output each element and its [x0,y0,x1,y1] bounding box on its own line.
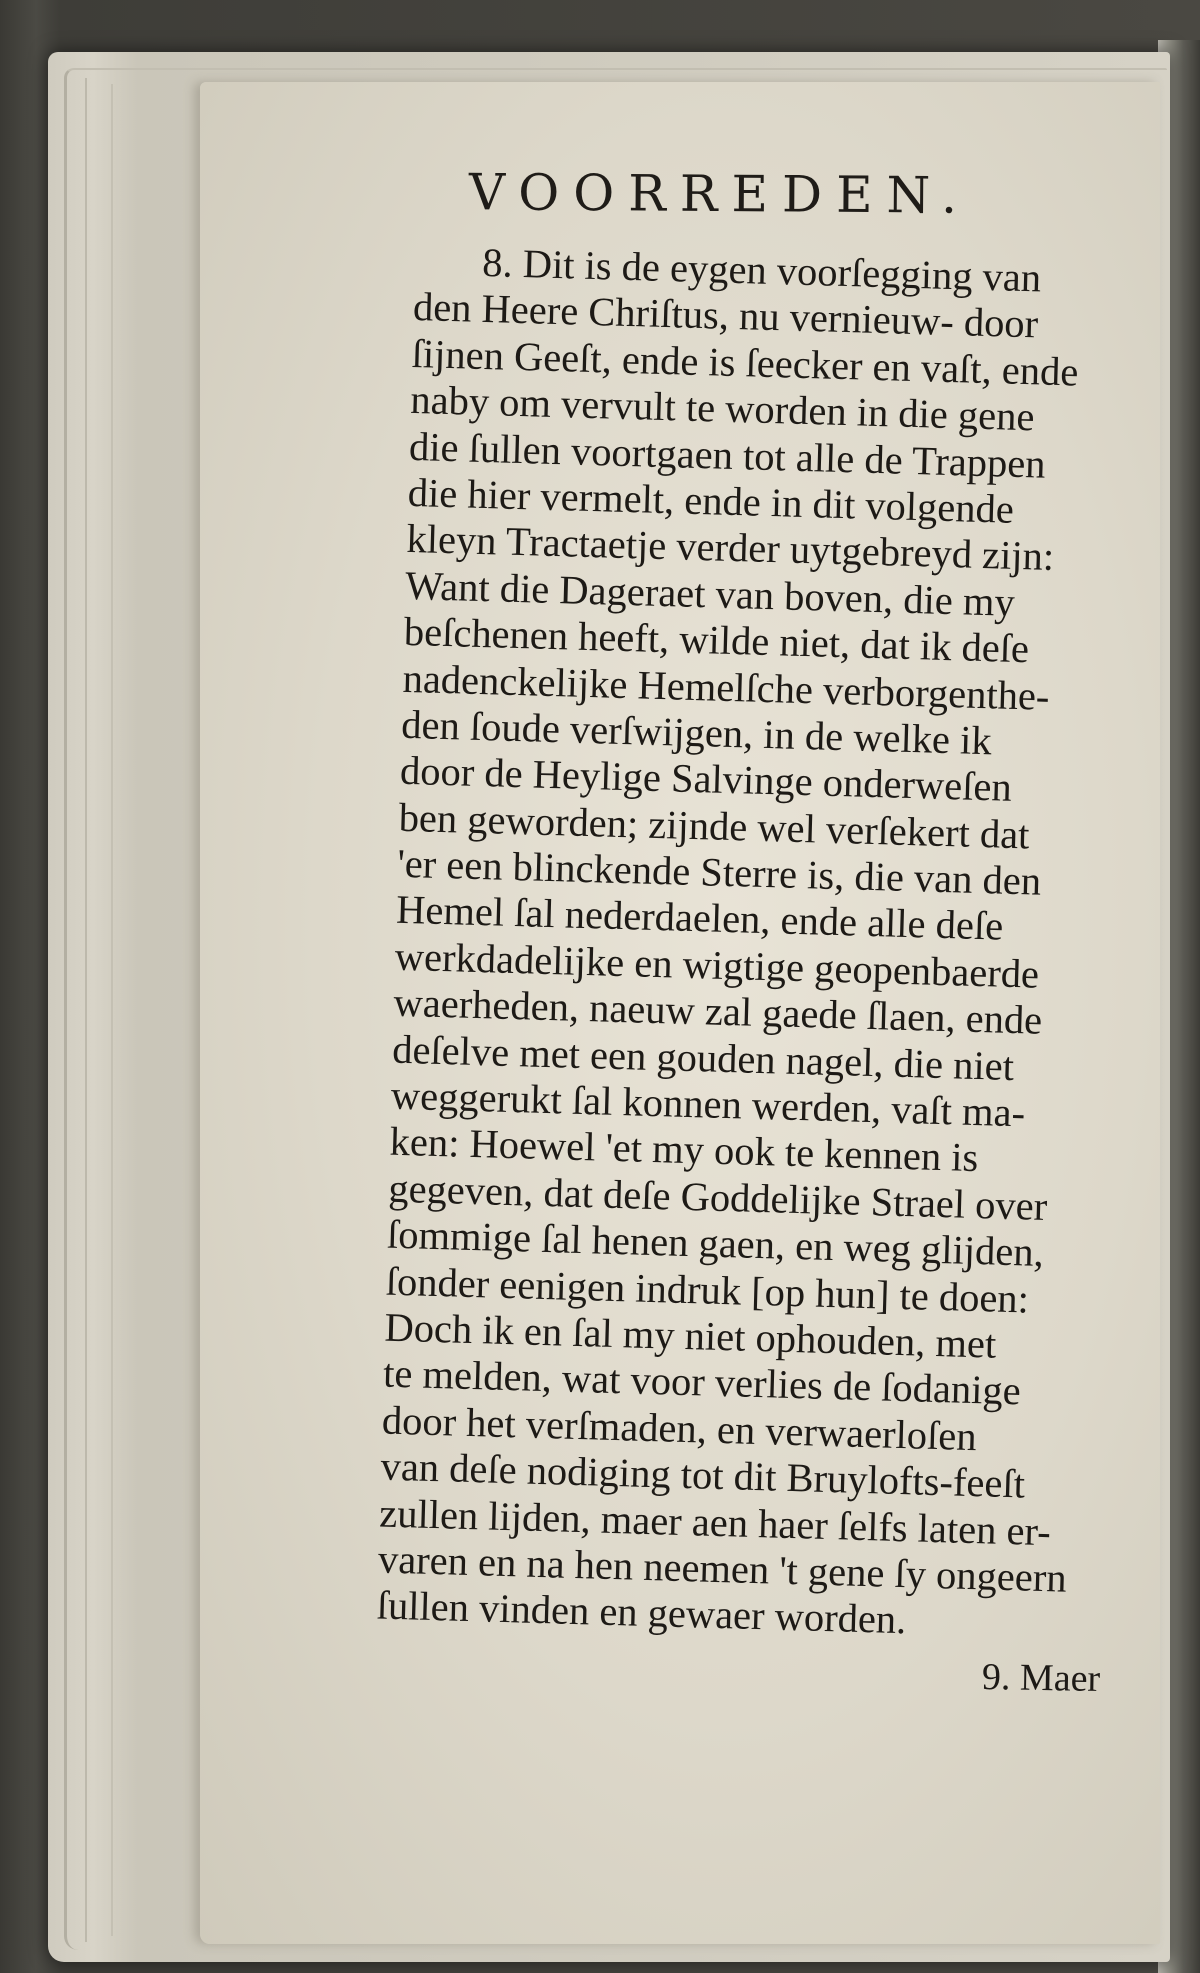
text-line: waerheden, naeuw zal gaede ſlaen, ende [393,979,1043,1044]
text-line: van deſe nodiging tot dit Bruylofts-feeſt [380,1443,1026,1507]
text-line: deſelve met een gouden nagel, die niet [391,1026,1015,1089]
text-line: den Heere Chriſtus, nu vernieuw‑ door [412,284,1039,347]
text-line: Want die Dageraet van boven, die my [404,562,1016,625]
text-line: te melden, wat voor verlies de ſodanige [382,1350,1022,1414]
text-line: die ſullen voortgaen tot alle de Trappen [408,423,1047,487]
text-line: ſijnen Geeſt, ende is ſeecker en vaſt, ende [411,330,1079,395]
text-line: kleyn Tractaetje verder uytgebreyd zijn: [405,516,1055,580]
text-line: die hier vermelt, ende in dit volgende [407,469,1015,532]
text-line: door de Heylige Salvinge onderweſen [399,748,1013,811]
text-line: Hemel ſal nederdaelen, ende alle deſe [395,887,1004,950]
text-line: zullen lijden, maer aen haer ſelfs laten er- [378,1490,1052,1554]
text-line: werkdadelijke en wigtige geopenbaerde [394,933,1040,997]
text-line: 'er een blinckende Sterre is, die van den [396,840,1042,904]
text-line: ken: Hoewel 'et my ook te kennen is [389,1119,979,1181]
text-line: door het verſmaden, en verwaerloſen [381,1397,978,1459]
catchword: 9. Maer [981,1655,1101,1701]
text-line: den ſoude verſwijgen, in de welke ik [400,701,993,764]
text-line: varen en na hen neemen 't gene ſy ongeern [377,1536,1068,1601]
text-line: weggerukt ſal konnen werden, vaſt ma- [390,1072,1026,1136]
running-header: VOORREDEN. [468,163,972,225]
text-line: ben geworden; zijnde wel verſekert dat [398,794,1031,858]
text-line: 8. Dit is de eygen voorſegging van [481,239,1042,301]
text-line: ſullen vinden en gewaer worden. [376,1582,907,1643]
text-line: gegeven, dat deſe Goddelijke Strael over [387,1165,1048,1229]
text-line: ſommige ſal henen gaen, en weg glijden, [386,1211,1045,1276]
text-line: Doch ik en ſal my niet ophouden, met [383,1304,997,1367]
text-line: ſonder eenigen indruk [op hun] te doen: [385,1258,1030,1322]
text-line: nadenckelijke Hemelſche verborgenthe- [402,655,1051,719]
text-line: beſchenen heeft, wilde niet, dat ik deſe [403,608,1030,672]
text-line: naby om vervult te worden in die gene [409,377,1036,440]
body-text [376,238,1175,1650]
